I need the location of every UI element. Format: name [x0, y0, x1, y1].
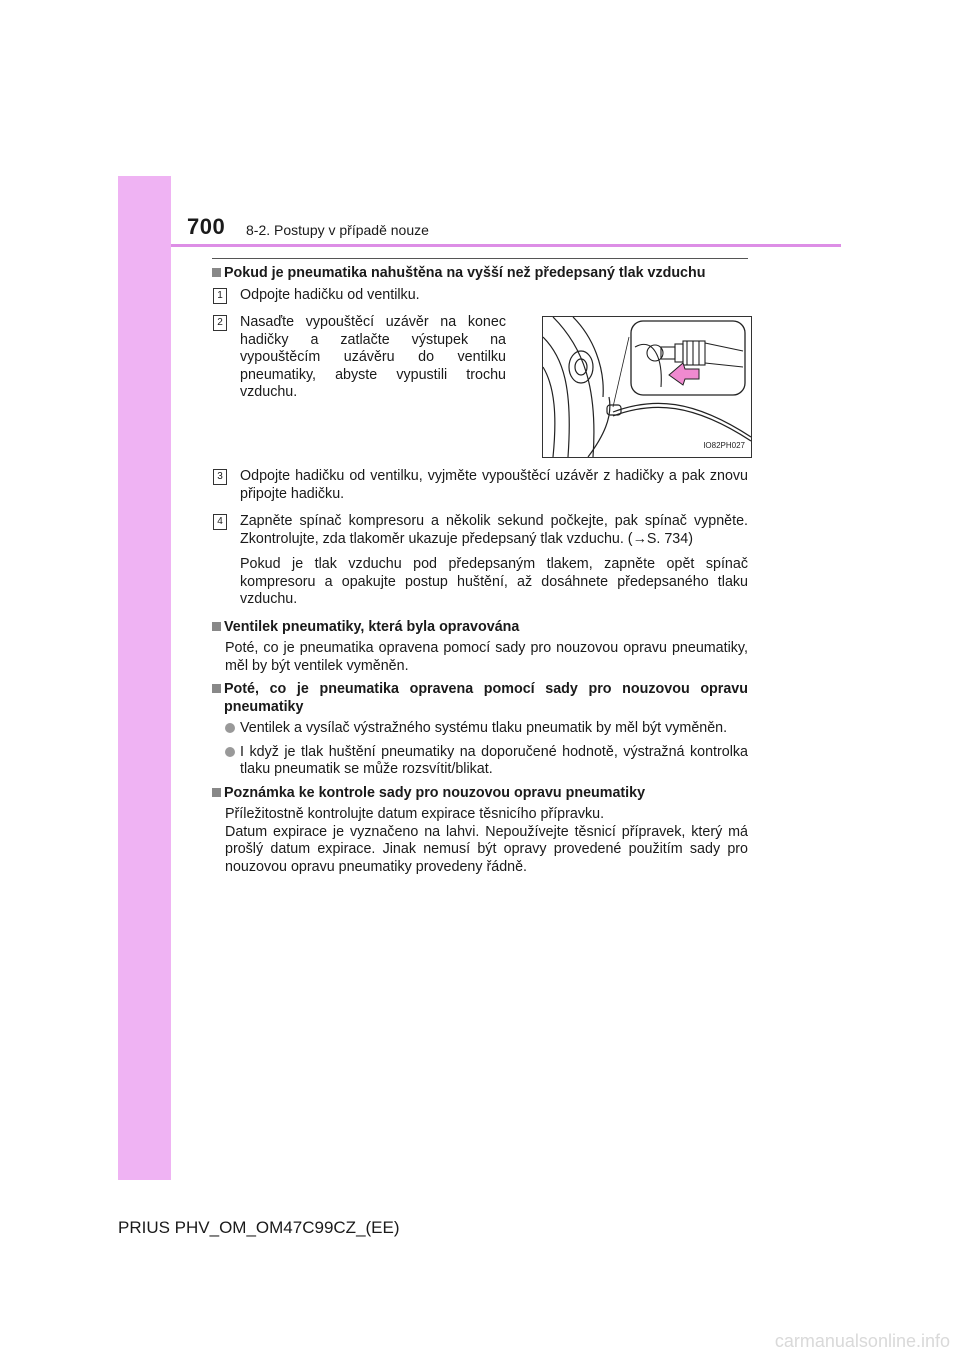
section-heading-overinflated [212, 265, 748, 283]
section-paragraph: Příležitostně kontrolujte datum expirace těsnicího přípravku. [225, 806, 605, 822]
document-code: PRIUS PHV_OM_OM47C99CZ_(EE) [118, 1218, 400, 1237]
square-bullet-icon [212, 788, 221, 797]
step-number: 4 [213, 514, 227, 530]
round-bullet-icon [225, 723, 235, 733]
step-number: 3 [213, 469, 227, 485]
heading-text: Pokud je pneumatika nahuštěna na vyšší než předepsaný tlak vzduchu [224, 265, 706, 281]
bullet-text: I když je tlak huštění pneumatiky na doporučené hodnotě, výstražná kontrolka tlaku pneumatik se může rozsvítit/blikat. [240, 743, 748, 777]
step-note: Pokud je tlak vzduchu pod předepsaným tlakem, zapněte opět spínač kompresoru a opakujte postup huštění, až dosáhnete předepsaného tlaku vzduchu. [240, 556, 748, 607]
square-bullet-icon [212, 622, 221, 631]
header-rule [171, 244, 841, 247]
step-number: 1 [213, 288, 227, 304]
section-paragraph: Datum expirace je vyznačeno na lahvi. Nepoužívejte těsnicí přípravek, který má prošlý datum expirace. Jinak nemusí být opravy provedené použitím sady pro nouzovou opravu pneumatiky provedeny řádně. [225, 823, 748, 875]
heading-text: Ventilek pneumatiky, která byla opravována [224, 618, 520, 635]
site-watermark: carmanualsonline.info [774, 1331, 950, 1351]
step-text: Odpojte hadičku od ventilku. [240, 286, 420, 303]
bullet-text: Ventilek a vysílač výstražného systému tlaku pneumatik by měl být vyměněn. [240, 720, 728, 736]
section-heading-after-repair [212, 681, 748, 716]
square-bullet-icon [212, 268, 221, 277]
section-divider [212, 258, 748, 259]
heading-text: Poznámka ke kontrole sady pro nouzovou opravu pneumatiky [224, 784, 646, 801]
bullet-item [212, 744, 748, 779]
bullet-item [212, 720, 748, 738]
section-paragraph: Poté, co je pneumatika opravena pomocí sady pro nouzovou opravu pneumatiky, měl by být ventilek vyměněn. [225, 640, 748, 674]
step-2 [212, 314, 748, 458]
step-text: Odpojte hadičku od ventilku, vyjměte vypouštěcí uzávěr z hadičky a pak znovu připojte hadičku. [240, 468, 748, 502]
step-3 [212, 468, 748, 503]
step-4 [212, 513, 748, 609]
heading-text: Poté, co je pneumatika opravena pomocí sady pro nouzovou opravu pneumatiky [224, 681, 748, 715]
section-heading-kit-note [212, 785, 748, 803]
step-text: Nasaďte vypouštěcí uzávěr na konec hadičky a zatlačte výstupek na vypouštěcím uzávěru do ventilku pneumatiky, abyste vypustili trochu vzduchu. [240, 314, 506, 400]
square-bullet-icon [212, 684, 221, 693]
chapter-title: 8-2. Postupy v případě nouze [246, 222, 429, 238]
round-bullet-icon [225, 747, 235, 757]
step-number: 2 [213, 315, 227, 331]
illustration-code: IO82PH027 [703, 440, 745, 450]
chapter-sidebar-tab [118, 176, 171, 1180]
section-heading-repaired-valve [212, 619, 748, 637]
step-text: Zapněte spínač kompresoru a několik sekund počkejte, pak spínač vypněte. Zkontrolujte, zda tlakoměr ukazuje předepsaný tlak vzduchu. (→S. 734) [240, 513, 748, 547]
page-number: 700 [187, 214, 226, 239]
step-1 [212, 287, 748, 305]
page-content [212, 258, 748, 882]
valve-release-illustration [542, 316, 752, 458]
